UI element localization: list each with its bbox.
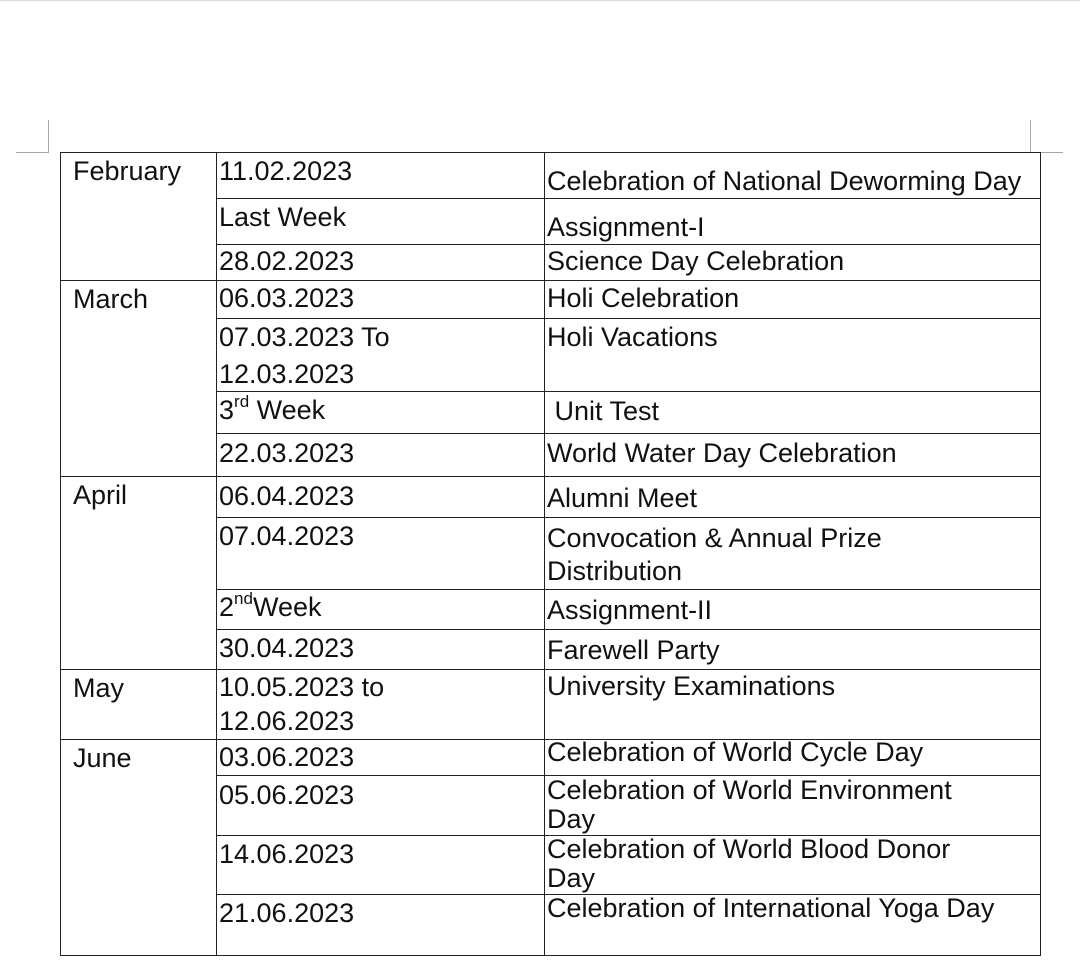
row-divider (216, 433, 1041, 434)
row-divider (216, 517, 1041, 518)
event-cell: Assignment-I (547, 212, 705, 242)
row-divider (216, 391, 1041, 392)
date-cell (217, 394, 544, 432)
date-cell: 06.03.2023 (219, 283, 355, 313)
row-divider (216, 589, 1041, 590)
row-divider (216, 198, 1041, 199)
date-cell: 21.06.2023 (219, 898, 355, 928)
date-ordinal-suffix: rd (234, 394, 250, 411)
event-cell: Science Day Celebration (547, 246, 845, 276)
date-cell: 22.03.2023 (219, 438, 355, 468)
event-cell: Farewell Party (547, 635, 720, 665)
month-cell-march: March (73, 284, 149, 314)
table-border-left (60, 152, 61, 956)
date-cell: 11.02.2023 (219, 156, 353, 186)
event-cell: University Examinations (547, 671, 836, 701)
date-cell: 14.06.2023 (219, 839, 355, 869)
date-week-label: Week (252, 592, 322, 622)
row-divider (216, 629, 1041, 630)
event-cell: Unit Test (547, 396, 660, 426)
row-divider (216, 318, 1041, 319)
month-cell-june: June (73, 743, 132, 773)
date-ordinal-suffix: nd (234, 591, 253, 608)
event-cell: Celebration of National Deworming Day (547, 166, 1022, 196)
date-week-label: Week (249, 395, 326, 425)
date-cell: 12.03.2023 (219, 359, 355, 389)
event-cell: World Water Day Celebration (547, 438, 897, 468)
event-cell: Holi Vacations (547, 322, 718, 352)
event-cell: Celebration of World Cycle Day (547, 737, 924, 767)
event-cell: Alumni Meet (547, 483, 698, 513)
date-cell: Last Week (219, 202, 347, 232)
date-cell: 30.04.2023 (219, 633, 355, 663)
event-cell: Celebration of International Yoga Day (547, 893, 995, 923)
date-cell: 05.06.2023 (219, 780, 355, 810)
month-cell-may: May (73, 673, 125, 703)
date-cell: 10.05.2023 to (219, 672, 385, 702)
month-cell-april: April (73, 480, 128, 510)
event-cell: Holi Celebration (547, 283, 740, 313)
date-cell: 28.02.2023 (219, 246, 355, 276)
event-cell: Celebration of World Blood Donor (547, 834, 951, 863)
date-cell: 06.04.2023 (219, 481, 355, 511)
event-cell: Celebration of World Environment (547, 775, 952, 804)
date-number: 3 (219, 395, 235, 425)
date-number: 2 (219, 592, 235, 622)
event-cell-continuation: Distribution (547, 556, 683, 586)
date-cell: 07.04.2023 (219, 521, 355, 551)
date-cell: 12.06.2023 (219, 706, 355, 736)
table-border-bottom (60, 955, 1041, 956)
month-cell-february: February (73, 156, 182, 186)
event-cell: Convocation & Annual Prize (547, 523, 882, 553)
event-cell: Assignment-II (547, 595, 713, 625)
date-cell: 03.06.2023 (219, 742, 355, 772)
date-cell: 07.03.2023 To (219, 322, 390, 352)
date-cell (217, 591, 544, 628)
event-cell-continuation: Day (547, 863, 596, 893)
event-cell-continuation: Day (547, 804, 596, 834)
